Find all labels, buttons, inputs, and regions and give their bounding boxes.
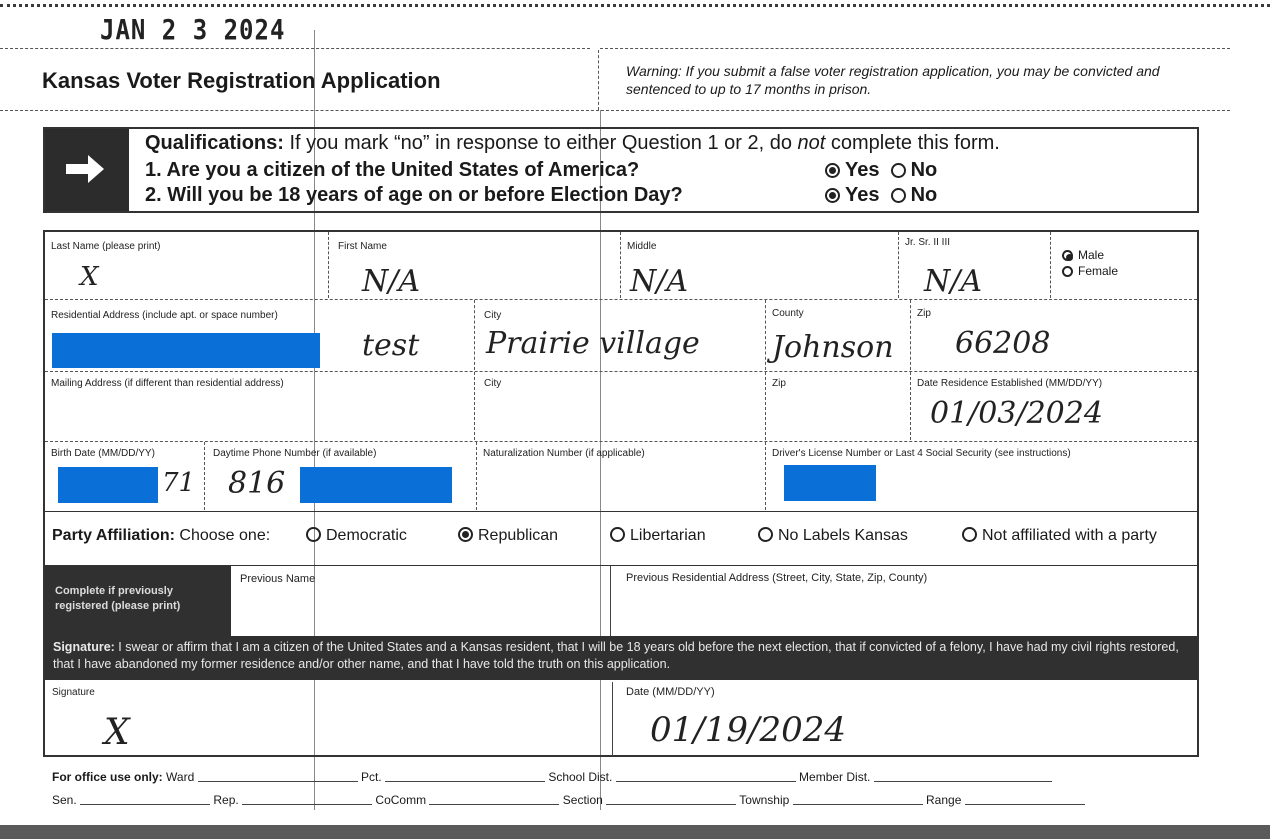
previous-registration-cell: Complete if previously registered (please print) <box>45 566 231 636</box>
warning-text: Warning: If you submit a false voter registration application, you may be convicted and sentenced to up to 17 months in prison. <box>626 63 1160 97</box>
cell-divider <box>1050 232 1051 298</box>
naturalization-label: Naturalization Number (if applicable) <box>483 448 645 459</box>
party-republican[interactable]: Republican <box>458 527 558 545</box>
residential-address-label: Residential Address (include apt. or space number) <box>51 310 278 321</box>
birth-date-label: Birth Date (MM/DD/YY) <box>51 448 155 459</box>
cell-divider <box>612 682 613 756</box>
qualifications-box <box>43 127 1199 213</box>
phone-value[interactable]: 816 <box>228 466 286 501</box>
cell-divider <box>910 300 911 370</box>
cell-divider <box>620 232 621 298</box>
cell-divider <box>610 566 611 636</box>
qualifications-instruction: Qualifications: If you mark “no” in response to either Question 1 or 2, do not complete this form. <box>145 132 1000 154</box>
party-libertarian[interactable]: Libertarian <box>610 527 706 545</box>
cell-divider <box>328 232 329 298</box>
cell-divider <box>474 372 475 440</box>
top-dotted-border <box>0 4 1270 7</box>
residential-address-value[interactable]: test <box>362 328 420 363</box>
mailing-city-label: City <box>484 378 502 389</box>
header-top-rule <box>0 48 590 49</box>
party-democratic[interactable]: Democratic <box>306 527 407 545</box>
residential-city-value[interactable]: Prairie village <box>486 326 700 361</box>
female-radio[interactable] <box>1062 266 1073 277</box>
q2-yes-radio[interactable] <box>825 188 840 203</box>
republican-radio[interactable] <box>458 527 473 542</box>
cell-divider <box>476 442 477 510</box>
q1-yes-radio[interactable] <box>825 163 840 178</box>
office-use-row-1: For office use only: Ward Pct. School Dist. Member Dist. <box>52 770 1052 784</box>
residential-zip-value[interactable]: 66208 <box>955 326 1051 361</box>
first-name-value[interactable]: N/A <box>362 264 421 299</box>
license-label: Driver's License Number or Last 4 Social Security (see instructions) <box>772 448 1071 459</box>
redaction-box <box>300 467 452 503</box>
question-2: 2. Will you be 18 years of age on or before Election Day? <box>145 184 683 206</box>
row-rule <box>45 299 1197 300</box>
header-divider <box>598 50 599 110</box>
cell-divider <box>898 232 899 298</box>
middle-name-value[interactable]: N/A <box>630 264 689 299</box>
cell-divider <box>765 300 766 370</box>
date-label: Date (MM/DD/YY) <box>626 686 715 698</box>
signature-value[interactable]: X <box>104 712 130 753</box>
suffix-label: Jr. Sr. II III <box>905 237 951 248</box>
q1-no-radio[interactable] <box>891 163 906 178</box>
last-name-label: Last Name (please print) <box>51 241 161 252</box>
party-unaffiliated[interactable]: Not affiliated with a party <box>962 527 1157 545</box>
form-title: Kansas Voter Registration Application <box>42 68 441 93</box>
header-bottom-rule <box>0 110 1230 111</box>
date-residence-label: Date Residence Established (MM/DD/YY) <box>917 378 1103 389</box>
previous-name-label: Previous Name <box>240 573 316 585</box>
party-no-labels[interactable]: No Labels Kansas <box>758 527 908 545</box>
cell-divider <box>765 442 766 510</box>
q2-answers: Yes No <box>825 184 937 207</box>
last-name-value[interactable]: X <box>80 262 99 292</box>
cell-divider <box>204 442 205 510</box>
suffix-value[interactable]: N/A <box>924 264 983 299</box>
q2-no-radio[interactable] <box>891 188 906 203</box>
no-labels-radio[interactable] <box>758 527 773 542</box>
q1-answers: Yes No <box>825 159 937 182</box>
row-rule <box>45 511 1197 512</box>
arrow-right-icon <box>62 151 108 187</box>
date-value[interactable]: 01/19/2024 <box>650 710 846 750</box>
unaffiliated-radio[interactable] <box>962 527 977 542</box>
header-top-rule-right <box>600 48 1230 49</box>
residential-zip-label: Zip <box>917 308 931 319</box>
democratic-radio[interactable] <box>306 527 321 542</box>
signature-oath-bar: Signature: I swear or affirm that I am a citizen of the United States and a Kansas resident, that I will be 18 years old before the next election, that if convicted of a felony, I have had my civil rights restored, that I have abandoned my former residence and/or other name, and that I have told the truth on this application. <box>45 636 1197 680</box>
male-radio[interactable] <box>1062 250 1073 261</box>
redaction-box <box>52 333 320 368</box>
party-affiliation-row: Party Affiliation: Choose one: <box>52 527 271 544</box>
row-rule <box>45 371 1197 372</box>
residential-city-label: City <box>484 310 502 321</box>
received-date-stamp: JAN 2 3 2024 <box>100 13 286 47</box>
county-value[interactable]: Johnson <box>772 330 894 365</box>
cell-divider <box>765 372 766 440</box>
signature-label: Signature <box>52 687 95 698</box>
arrow-panel <box>45 129 129 211</box>
middle-name-label: Middle <box>627 241 657 252</box>
redaction-box <box>58 467 158 503</box>
previous-address-label: Previous Residential Address (Street, City, State, Zip, County) <box>626 572 928 584</box>
scan-bottom-edge <box>0 825 1270 839</box>
libertarian-radio[interactable] <box>610 527 625 542</box>
date-residence-value[interactable]: 01/03/2024 <box>930 396 1103 431</box>
birth-date-value[interactable]: 71 <box>162 468 196 498</box>
county-label: County <box>772 308 804 319</box>
qualifications-heading: Qualifications: <box>145 132 284 154</box>
office-use-row-2: Sen. Rep. CoComm Section Township Range <box>52 793 1085 807</box>
gender-options: Male Female <box>1062 247 1118 279</box>
row-rule <box>45 441 1197 442</box>
question-1: 1. Are you a citizen of the United States of America? <box>145 159 640 181</box>
redaction-box <box>784 465 876 501</box>
first-name-label: First Name <box>338 241 387 252</box>
mailing-address-label: Mailing Address (if different than residential address) <box>51 378 284 389</box>
cell-divider <box>474 300 475 370</box>
phone-label: Daytime Phone Number (if available) <box>213 448 377 459</box>
mailing-zip-label: Zip <box>772 378 786 389</box>
cell-divider <box>910 372 911 440</box>
